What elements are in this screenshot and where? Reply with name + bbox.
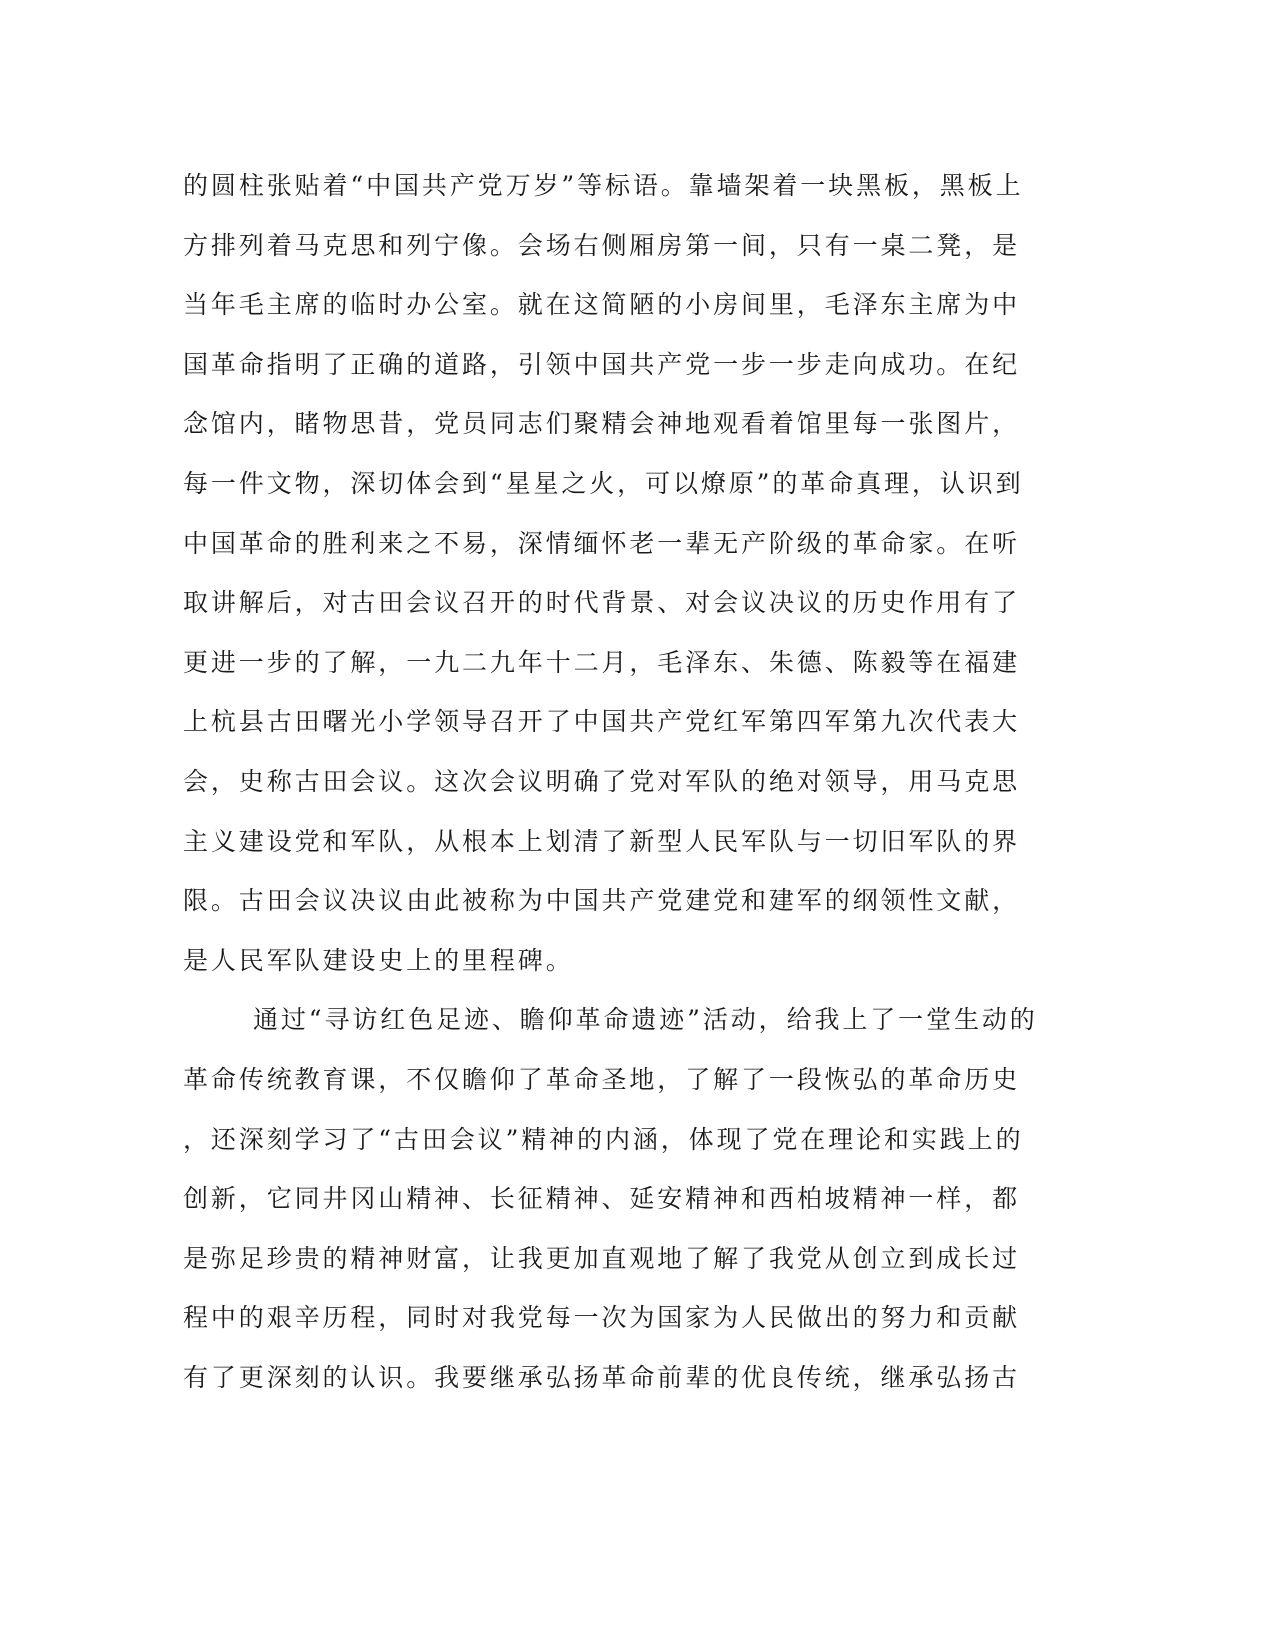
- text-line: 国革命指明了正确的道路，引领中国共产党一步一步走向成功。在纪: [183, 349, 1021, 379]
- paragraph-start-line: 通过“寻访红色足迹、瞻仰革命遗迹”活动，给我上了一堂生动的: [253, 1005, 1038, 1035]
- text-line: 念馆内，睹物思昔，党员同志们聚精会神地观看着馆里每一张图片，: [183, 409, 1021, 439]
- text-line: 上杭县古田曙光小学领导召开了中国共产党红军第四军第九次代表大: [183, 707, 1021, 737]
- text-line: 方排列着马克思和列宁像。会场右侧厢房第一间，只有一桌二凳，是: [183, 230, 1021, 260]
- text-line: ，还深刻学习了“古田会议”精神的内涵，体现了党在理论和实践上的: [183, 1124, 1024, 1154]
- text-line: 更进一步的了解，一九二九年十二月，毛泽东、朱德、陈毅等在福建: [183, 647, 1021, 677]
- text-line: 主义建设党和军队，从根本上划清了新型人民军队与一切旧军队的界: [183, 826, 1021, 856]
- body-text: [183, 156, 1043, 1407]
- text-line: 每一件文物，深切体会到“星星之火，可以燎原”的革命真理，认识到: [183, 468, 1024, 498]
- text-line: 革命传统教育课，不仅瞻仰了革命圣地，了解了一段恢弘的革命历史: [183, 1064, 1021, 1094]
- text-line: 当年毛主席的临时办公室。就在这简陋的小房间里，毛泽东主席为中: [183, 290, 1021, 320]
- text-line: 取讲解后，对古田会议召开的时代背景、对会议决议的历史作用有了: [183, 588, 1021, 618]
- text-line: 创新，它同井冈山精神、长征精神、延安精神和西柏坡精神一样，都: [183, 1184, 1021, 1214]
- text-line: 有了更深刻的认识。我要继承弘扬革命前辈的优良传统，继承弘扬古: [183, 1362, 1021, 1392]
- text-line: 是人民军队建设史上的里程碑。: [183, 945, 574, 975]
- text-line: 限。古田会议决议由此被称为中国共产党建党和建军的纲领性文献，: [183, 886, 1021, 916]
- text-line: 程中的艰辛历程，同时对我党每一次为国家为人民做出的努力和贡献: [183, 1303, 1021, 1333]
- text-line: 中国革命的胜利来之不易，深情缅怀老一辈无产阶级的革命家。在听: [183, 528, 1021, 558]
- text-line: 是弥足珍贵的精神财富，让我更加直观地了解了我党从创立到成长过: [183, 1243, 1021, 1273]
- text-line: 会，史称古田会议。这次会议明确了党对军队的绝对领导，用马克思: [183, 766, 1021, 796]
- text-line: 的圆柱张贴着“中国共产党万岁”等标语。靠墙架着一块黑板，黑板上: [183, 171, 1024, 200]
